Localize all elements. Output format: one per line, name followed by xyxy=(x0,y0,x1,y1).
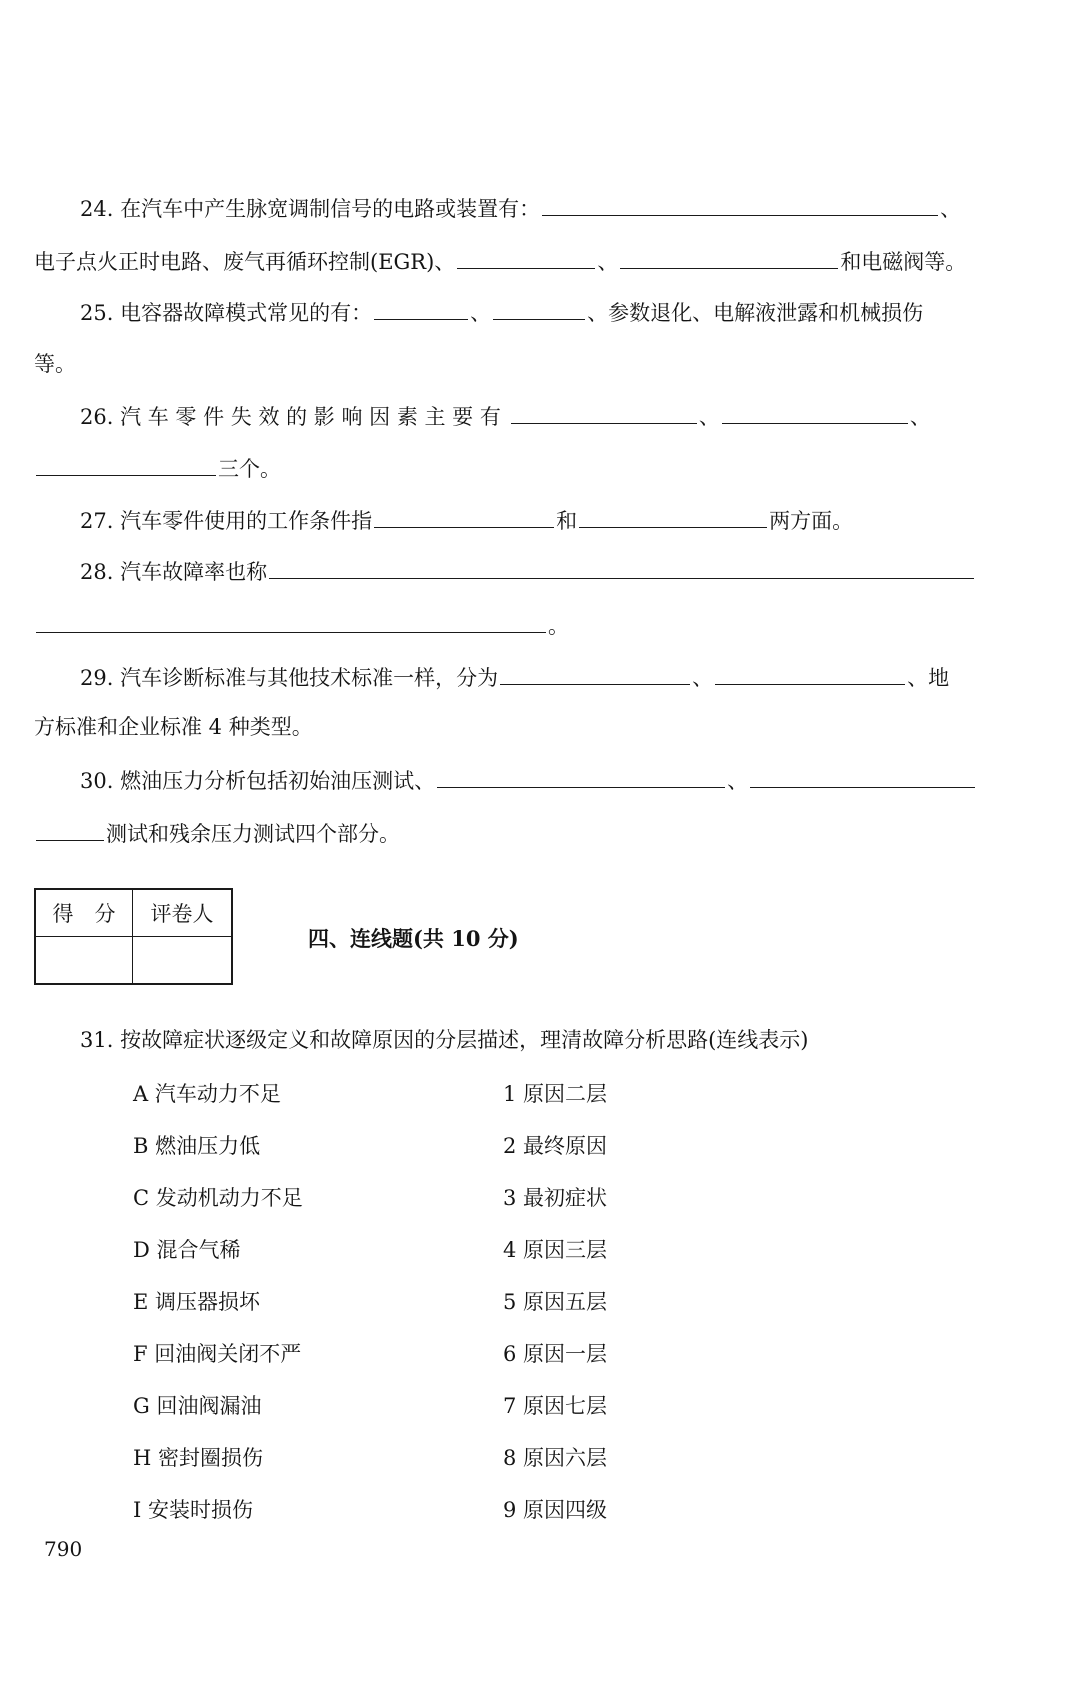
separator: 、 xyxy=(909,405,931,429)
separator: 、 xyxy=(597,250,619,274)
answer-blank[interactable] xyxy=(437,765,725,788)
list-item: 6 原因一层 xyxy=(503,1342,608,1366)
question-25-line-2: 等。 xyxy=(34,352,76,376)
answer-blank[interactable] xyxy=(542,193,938,216)
question-26-line-2 xyxy=(34,453,281,483)
answer-blank[interactable] xyxy=(511,401,697,424)
question-27-text: 27. 汽车零件使用的工作条件指 xyxy=(80,509,373,533)
question-25-text: 25. 电容器故障模式常见的有： xyxy=(80,301,373,325)
list-item: B 燃油压力低 xyxy=(133,1134,261,1158)
question-24-line-1 xyxy=(80,193,961,223)
question-26-ending: 三个。 xyxy=(218,457,281,481)
list-item: 8 原因六层 xyxy=(503,1446,608,1470)
list-item: 9 原因四级 xyxy=(503,1498,608,1522)
question-30-ending: 测试和残余压力测试四个部分。 xyxy=(106,822,400,846)
question-28-line-1 xyxy=(80,556,976,586)
question-24-text-continued: 电子点火正时电路、废气再循环控制(EGR)、 xyxy=(34,250,456,274)
separator: 、 xyxy=(470,301,492,325)
answer-blank[interactable] xyxy=(620,246,838,269)
question-26-line-1 xyxy=(80,401,931,431)
answer-blank[interactable] xyxy=(715,662,905,685)
grader-header: 评卷人 xyxy=(133,889,233,937)
list-item: H 密封圈损伤 xyxy=(133,1446,263,1470)
score-header: 得 分 xyxy=(35,889,133,937)
list-item: I 安装时损伤 xyxy=(133,1498,253,1522)
grader-cell[interactable] xyxy=(133,937,233,985)
question-26-text: 26. 汽 车 零 件 失 效 的 影 响 因 素 主 要 有 xyxy=(80,405,501,429)
list-item: 7 原因七层 xyxy=(503,1394,608,1418)
list-item: C 发动机动力不足 xyxy=(133,1186,303,1210)
answer-blank[interactable] xyxy=(36,453,216,476)
question-28-line-2 xyxy=(34,610,569,640)
answer-blank[interactable] xyxy=(374,297,468,320)
separator: 、 xyxy=(698,405,720,429)
question-29-text: 29. 汽车诊断标准与其他技术标准一样，分为 xyxy=(80,666,499,690)
list-item: 3 最初症状 xyxy=(503,1186,608,1210)
list-item: A 汽车动力不足 xyxy=(133,1082,281,1106)
question-30-line-1 xyxy=(80,765,977,795)
question-25-text-continued: 、参数退化、电解液泄露和机械损伤 xyxy=(587,301,924,325)
score-cell[interactable] xyxy=(35,937,133,985)
list-item: 1 原因二层 xyxy=(503,1082,608,1106)
list-item: F 回油阀关闭不严 xyxy=(133,1342,302,1366)
answer-blank[interactable] xyxy=(579,505,767,528)
list-item: 2 最终原因 xyxy=(503,1134,608,1158)
list-item: G 回油阀漏油 xyxy=(133,1394,262,1418)
question-30-text: 30. 燃油压力分析包括初始油压测试、 xyxy=(80,769,436,793)
question-30-line-2 xyxy=(34,818,400,848)
list-item: 5 原因五层 xyxy=(503,1290,608,1314)
question-27-ending: 两方面。 xyxy=(769,509,854,533)
list-item: 4 原因三层 xyxy=(503,1238,608,1262)
answer-blank[interactable] xyxy=(374,505,554,528)
answer-blank[interactable] xyxy=(750,765,975,788)
answer-blank[interactable] xyxy=(722,401,908,424)
question-28-ending: 。 xyxy=(548,614,569,638)
answer-blank[interactable] xyxy=(36,818,104,841)
score-table xyxy=(34,888,233,985)
answer-blank[interactable] xyxy=(457,246,595,269)
question-29-text-continued: 、地 xyxy=(907,666,950,690)
list-item: E 调压器损坏 xyxy=(133,1290,261,1314)
answer-blank[interactable] xyxy=(36,610,546,633)
question-29-line-1 xyxy=(80,662,949,692)
question-31-text: 31. 按故障症状逐级定义和故障原因的分层描述，理清故障分析思路(连线表示) xyxy=(80,1028,809,1052)
separator: 、 xyxy=(727,769,749,793)
question-24-line-2 xyxy=(34,246,966,276)
page-number: 790 xyxy=(44,1537,83,1561)
conjunction: 和 xyxy=(556,509,578,533)
section-4-title: 四、连线题(共 10 分) xyxy=(308,926,519,951)
answer-blank[interactable] xyxy=(269,556,974,579)
question-29-line-2: 方标准和企业标准 4 种类型。 xyxy=(34,715,313,739)
question-27 xyxy=(80,505,853,535)
separator: 、 xyxy=(940,197,962,221)
separator: 、 xyxy=(692,666,714,690)
question-24-ending: 和电磁阀等。 xyxy=(840,250,967,274)
list-item: D 混合气稀 xyxy=(133,1238,241,1262)
answer-blank[interactable] xyxy=(493,297,585,320)
question-25-line-1 xyxy=(80,297,923,327)
question-24-text: 24. 在汽车中产生脉宽调制信号的电路或装置有： xyxy=(80,197,541,221)
question-28-text: 28. 汽车故障率也称 xyxy=(80,560,268,584)
answer-blank[interactable] xyxy=(500,662,690,685)
